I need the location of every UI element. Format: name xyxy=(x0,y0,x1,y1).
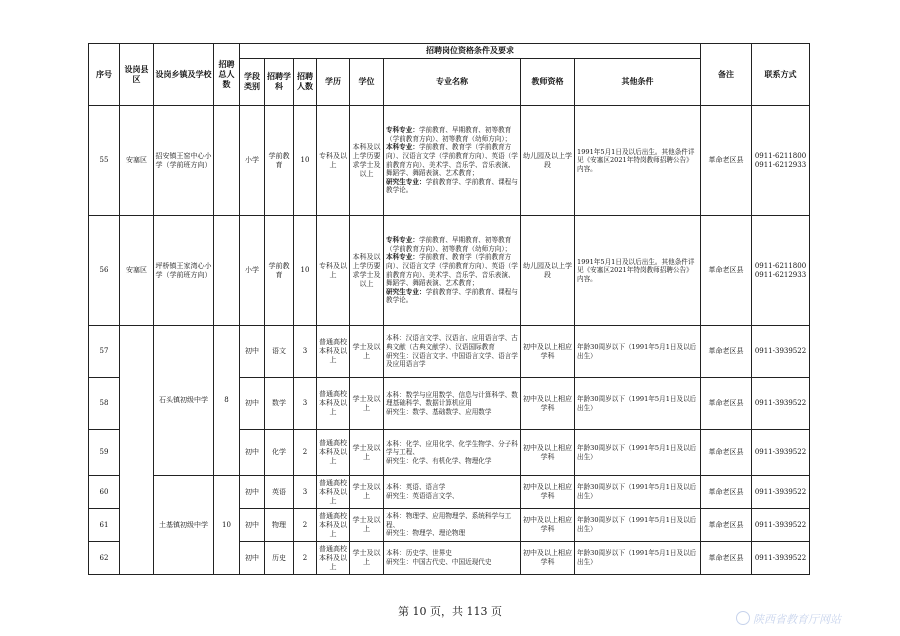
cell-cert: 初中及以上相应学科 xyxy=(521,476,575,509)
header-remark: 备注 xyxy=(701,44,752,106)
cell-other: 年龄30周岁以下（1991年5月1日及以后出生） xyxy=(575,476,701,509)
table-row xyxy=(89,216,810,326)
cell-major: 本科：物理学、应用物理学、系统科学与工程、 研究生：物理学、理论物理 xyxy=(384,509,521,542)
cell-seq: 55 xyxy=(89,106,120,216)
cell-remark: 革命老区县 xyxy=(701,430,752,476)
cell-school: 石头镇初级中学 xyxy=(154,326,214,476)
cell-num: 2 xyxy=(294,542,317,575)
cell-education: 普通高校本科及以上 xyxy=(317,509,350,542)
major-text: 学前教育学、学前教育、课程与教学论。 xyxy=(386,287,518,305)
cell-num: 2 xyxy=(294,430,317,476)
cell-seq: 59 xyxy=(89,430,120,476)
cell-major xyxy=(384,216,521,326)
cell-degree: 本科及以上学历要求学士及以上 xyxy=(350,216,384,326)
header-degree: 学位 xyxy=(350,59,384,106)
cell-cert: 幼儿园及以上学段 xyxy=(521,216,575,326)
cell-other: 年龄30周岁以下（1991年5月1日及以后出生） xyxy=(575,542,701,575)
header-total: 招聘总人数 xyxy=(214,44,240,106)
header-num: 招聘人数 xyxy=(294,59,317,106)
cell-contact: 0911-3939522 xyxy=(752,476,810,509)
cell-degree: 学士及以上 xyxy=(350,326,384,378)
major-label: 研究生专业： xyxy=(386,287,426,296)
cell-contact: 0911-3939522 xyxy=(752,542,810,575)
cell-education: 普通高校本科及以上 xyxy=(317,378,350,430)
cell-remark: 革命老区县 xyxy=(701,326,752,378)
cell-other: 1991年5月1日及以后出生。其他条件详见《安塞区2021年特岗教师招聘公告》内容。 xyxy=(575,216,701,326)
cell-other: 年龄30周岁以下（1991年5月1日及以后出生） xyxy=(575,326,701,378)
header-requirements-group: 招聘岗位资格条件及要求 xyxy=(240,44,701,59)
cell-other: 1991年5月1日及以后出生。其他条件详见《安塞区2021年特岗教师招聘公告》内容。 xyxy=(575,106,701,216)
cell-num: 3 xyxy=(294,476,317,509)
table-row xyxy=(89,106,810,216)
cell-stage: 小学 xyxy=(240,216,265,326)
cell-seq: 57 xyxy=(89,326,120,378)
header-cert: 教师资格 xyxy=(521,59,575,106)
major-label: 本科专业： xyxy=(386,253,419,262)
cell-seq: 58 xyxy=(89,378,120,430)
cell-contact: 0911-3939522 xyxy=(752,509,810,542)
header-education: 学历 xyxy=(317,59,350,106)
cell-education: 专科及以上 xyxy=(317,106,350,216)
table-row xyxy=(89,476,810,509)
page-footer: 第 10 页，共 113 页 xyxy=(398,605,502,618)
major-text: 学前教育、早期教育、初等教育（学前教育方向）、初等教育（幼师方向）； xyxy=(386,236,512,253)
cell-num: 3 xyxy=(294,378,317,430)
header-contact: 联系方式 xyxy=(752,44,810,106)
cell-subject: 化学 xyxy=(265,430,294,476)
cell-remark: 革命老区县 xyxy=(701,106,752,216)
cell-school: 土基镇初级中学 xyxy=(154,476,214,575)
cell-cert: 初中及以上相应学科 xyxy=(521,542,575,575)
globe-icon xyxy=(736,611,750,625)
cell-county: 安塞区 xyxy=(120,106,154,216)
cell-degree: 学士及以上 xyxy=(350,476,384,509)
table-row xyxy=(89,326,810,378)
cell-total: 8 xyxy=(214,326,240,476)
cell-education: 专科及以上 xyxy=(317,216,350,326)
major-text: 学前教育、早期教育、初等教育（学前教育方向）、初等教育（幼师方向）； xyxy=(386,126,512,143)
cell-cert: 幼儿园及以上学段 xyxy=(521,106,575,216)
cell-seq: 61 xyxy=(89,509,120,542)
cell-remark: 革命老区县 xyxy=(701,378,752,430)
cell-total xyxy=(214,216,240,326)
major-label: 研究生专业： xyxy=(386,177,426,186)
cell-school: 坪桥镇王家湾心小学（学前班方向） xyxy=(154,216,214,326)
cell-stage: 初中 xyxy=(240,509,265,542)
cell-num: 3 xyxy=(294,326,317,378)
header-seq: 序号 xyxy=(89,44,120,106)
cell-cert: 初中及以上相应学科 xyxy=(521,378,575,430)
major-text: 学前教育、教育学（学前教育方向）、汉语言文学（学前教育方向）、英语（学前教育方向）、美术学、音乐学、音乐表演、舞蹈学、舞蹈表演、艺术教育； xyxy=(386,253,518,288)
cell-contact: 0911-3939522 xyxy=(752,430,810,476)
cell-seq: 62 xyxy=(89,542,120,575)
cell-degree: 学士及以上 xyxy=(350,378,384,430)
cell-degree: 学士及以上 xyxy=(350,542,384,575)
recruitment-table xyxy=(88,43,810,575)
cell-stage: 初中 xyxy=(240,542,265,575)
cell-major xyxy=(384,106,521,216)
cell-remark: 革命老区县 xyxy=(701,216,752,326)
major-text: 学前教育学、学前教育、课程与教学论。 xyxy=(386,177,518,195)
cell-remark: 革命老区县 xyxy=(701,542,752,575)
cell-school: 招安镇王窑中心小学（学前班方向） xyxy=(154,106,214,216)
cell-total xyxy=(214,106,240,216)
cell-contact: 0911-3939522 xyxy=(752,326,810,378)
cell-education: 普通高校本科及以上 xyxy=(317,430,350,476)
cell-num: 10 xyxy=(294,216,317,326)
header-major: 专业名称 xyxy=(384,59,521,106)
cell-stage: 初中 xyxy=(240,430,265,476)
cell-major: 本科：英语、语言学 研究生：英语语言文学、 xyxy=(384,476,521,509)
cell-total: 10 xyxy=(214,476,240,575)
cell-remark: 革命老区县 xyxy=(701,476,752,509)
cell-stage: 小学 xyxy=(240,106,265,216)
header-school: 设岗乡镇及学校 xyxy=(154,44,214,106)
cell-subject: 历史 xyxy=(265,542,294,575)
cell-cert: 初中及以上相应学科 xyxy=(521,326,575,378)
cell-stage: 初中 xyxy=(240,378,265,430)
cell-remark: 革命老区县 xyxy=(701,509,752,542)
cell-subject: 物理 xyxy=(265,509,294,542)
cell-education: 普通高校本科及以上 xyxy=(317,542,350,575)
header-other: 其他条件 xyxy=(575,59,701,106)
cell-other: 年龄30周岁以下（1991年5月1日及以后出生） xyxy=(575,430,701,476)
watermark xyxy=(736,611,886,627)
cell-num: 2 xyxy=(294,509,317,542)
cell-num: 10 xyxy=(294,106,317,216)
cell-contact: 0911-3939522 xyxy=(752,378,810,430)
major-label: 专科专业： xyxy=(386,126,419,135)
cell-subject: 语文 xyxy=(265,326,294,378)
cell-education: 普通高校本科及以上 xyxy=(317,326,350,378)
cell-subject: 英语 xyxy=(265,476,294,509)
watermark-text: 陕西省教育厅网站 xyxy=(753,613,841,626)
header-county: 设岗县区 xyxy=(120,44,154,106)
header-subject: 招聘学科 xyxy=(265,59,294,106)
cell-degree: 学士及以上 xyxy=(350,430,384,476)
cell-county: 安塞区 xyxy=(120,216,154,326)
major-label: 本科专业： xyxy=(386,143,419,152)
cell-county-empty xyxy=(120,326,154,575)
major-label: 专科专业： xyxy=(386,236,419,245)
cell-major: 本科：历史学、世界史 研究生：中国古代史、中国近现代史 xyxy=(384,542,521,575)
cell-degree: 学士及以上 xyxy=(350,509,384,542)
cell-subject: 学前教育 xyxy=(265,216,294,326)
cell-education: 普通高校本科及以上 xyxy=(317,476,350,509)
cell-stage: 初中 xyxy=(240,476,265,509)
cell-seq: 60 xyxy=(89,476,120,509)
cell-contact: 0911-6211800 0911-6212933 xyxy=(752,216,810,326)
cell-cert: 初中及以上相应学科 xyxy=(521,509,575,542)
cell-other: 年龄30周岁以下（1991年5月1日及以后出生） xyxy=(575,378,701,430)
cell-contact: 0911-6211800 0911-6212933 xyxy=(752,106,810,216)
cell-degree: 本科及以上学历要求学士及以上 xyxy=(350,106,384,216)
cell-subject: 学前教育 xyxy=(265,106,294,216)
cell-major: 本科：汉语言文学、汉语言、应用语言学、古典文献（古典文献学）、汉语国际教育 研究生：汉语言文字、中国语言文学、语言学及应用语言学 xyxy=(384,326,521,378)
cell-other: 年龄30周岁以下（1991年5月1日及以后出生） xyxy=(575,509,701,542)
cell-subject: 数学 xyxy=(265,378,294,430)
cell-seq: 56 xyxy=(89,216,120,326)
major-text: 学前教育、教育学（学前教育方向）、汉语言文学（学前教育方向）、英语（学前教育方向）、美术学、音乐学、音乐表演、舞蹈学、舞蹈表演、艺术教育； xyxy=(386,143,518,178)
cell-cert: 初中及以上相应学科 xyxy=(521,430,575,476)
cell-major: 本科：化学、应用化学、化学生物学、分子科学与工程、 研究生：化学、有机化学、物理化学 xyxy=(384,430,521,476)
cell-major: 本科：数学与应用数学、信息与计算科学、数理基础科学、数据计算机应用 研究生：数学、基础数学、应用数学 xyxy=(384,378,521,430)
cell-stage: 初中 xyxy=(240,326,265,378)
header-stage: 学段类别 xyxy=(240,59,265,106)
